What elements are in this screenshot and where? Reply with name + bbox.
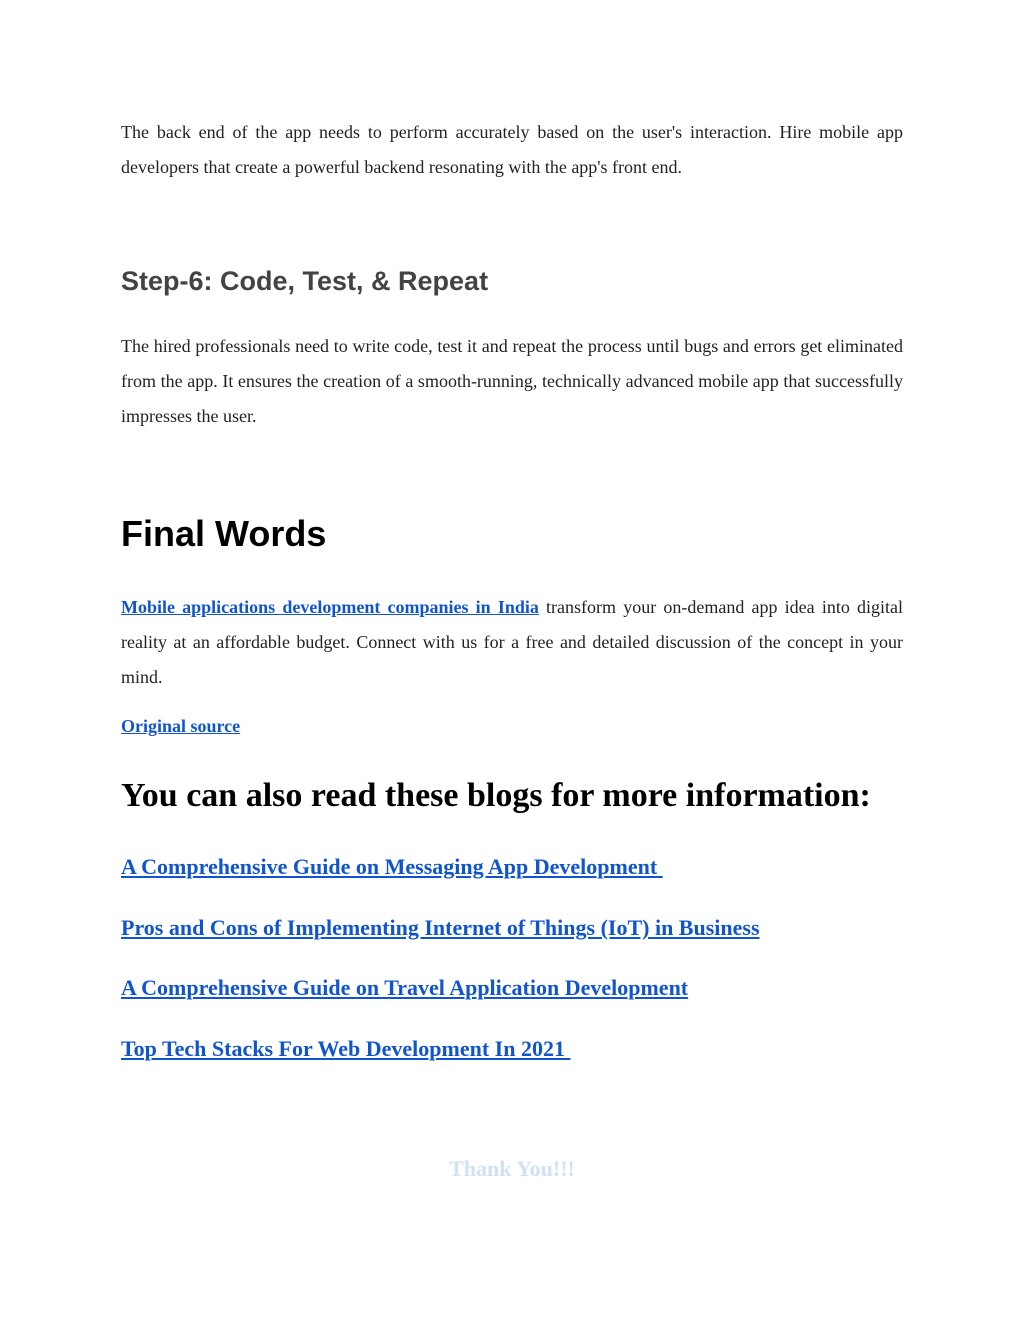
step-6-heading: Step-6: Code, Test, & Repeat [121,266,489,296]
step-6-paragraph: The hired professionals need to write code, test it and repeat the process until bugs and errors get eliminated from the app. It ensures the creation of a smooth-running, technically advanced mobile app that successfully impresses the user. [121,336,903,426]
final-words-text: transform your on-demand app idea into digital reality at an affordable budget. Connect with us for a free and detailed discussion of the concept in your mind. [121,597,903,687]
travel-app-guide-link[interactable]: A Comprehensive Guide on Travel Application Development [121,975,689,1000]
blog-link-item [121,1034,903,1064]
intro-paragraph: The back end of the app needs to perform accurately based on the user's interaction. Hire mobile app developers that create a powerful backend resonating with the app's front end. [121,122,903,177]
related-blogs-heading: You can also read these blogs for more information: [121,777,871,814]
final-words-paragraph [121,590,903,695]
thank-you-text: Thank You!!! [449,1156,575,1181]
final-words-heading: Final Words [121,513,327,554]
blog-link-item [121,973,903,1003]
original-source-line [121,716,903,737]
original-source-link[interactable]: Original source [121,716,241,736]
iot-business-link[interactable]: Pros and Cons of Implementing Internet of Things (IoT) in Business [121,915,760,940]
mobile-app-companies-link[interactable]: Mobile applications development companies in India [121,597,539,617]
messaging-app-guide-link[interactable]: A Comprehensive Guide on Messaging App Development [121,854,663,879]
blog-link-item [121,852,903,882]
blog-link-item [121,913,903,943]
tech-stacks-link[interactable]: Top Tech Stacks For Web Development In 2021 [121,1036,571,1061]
